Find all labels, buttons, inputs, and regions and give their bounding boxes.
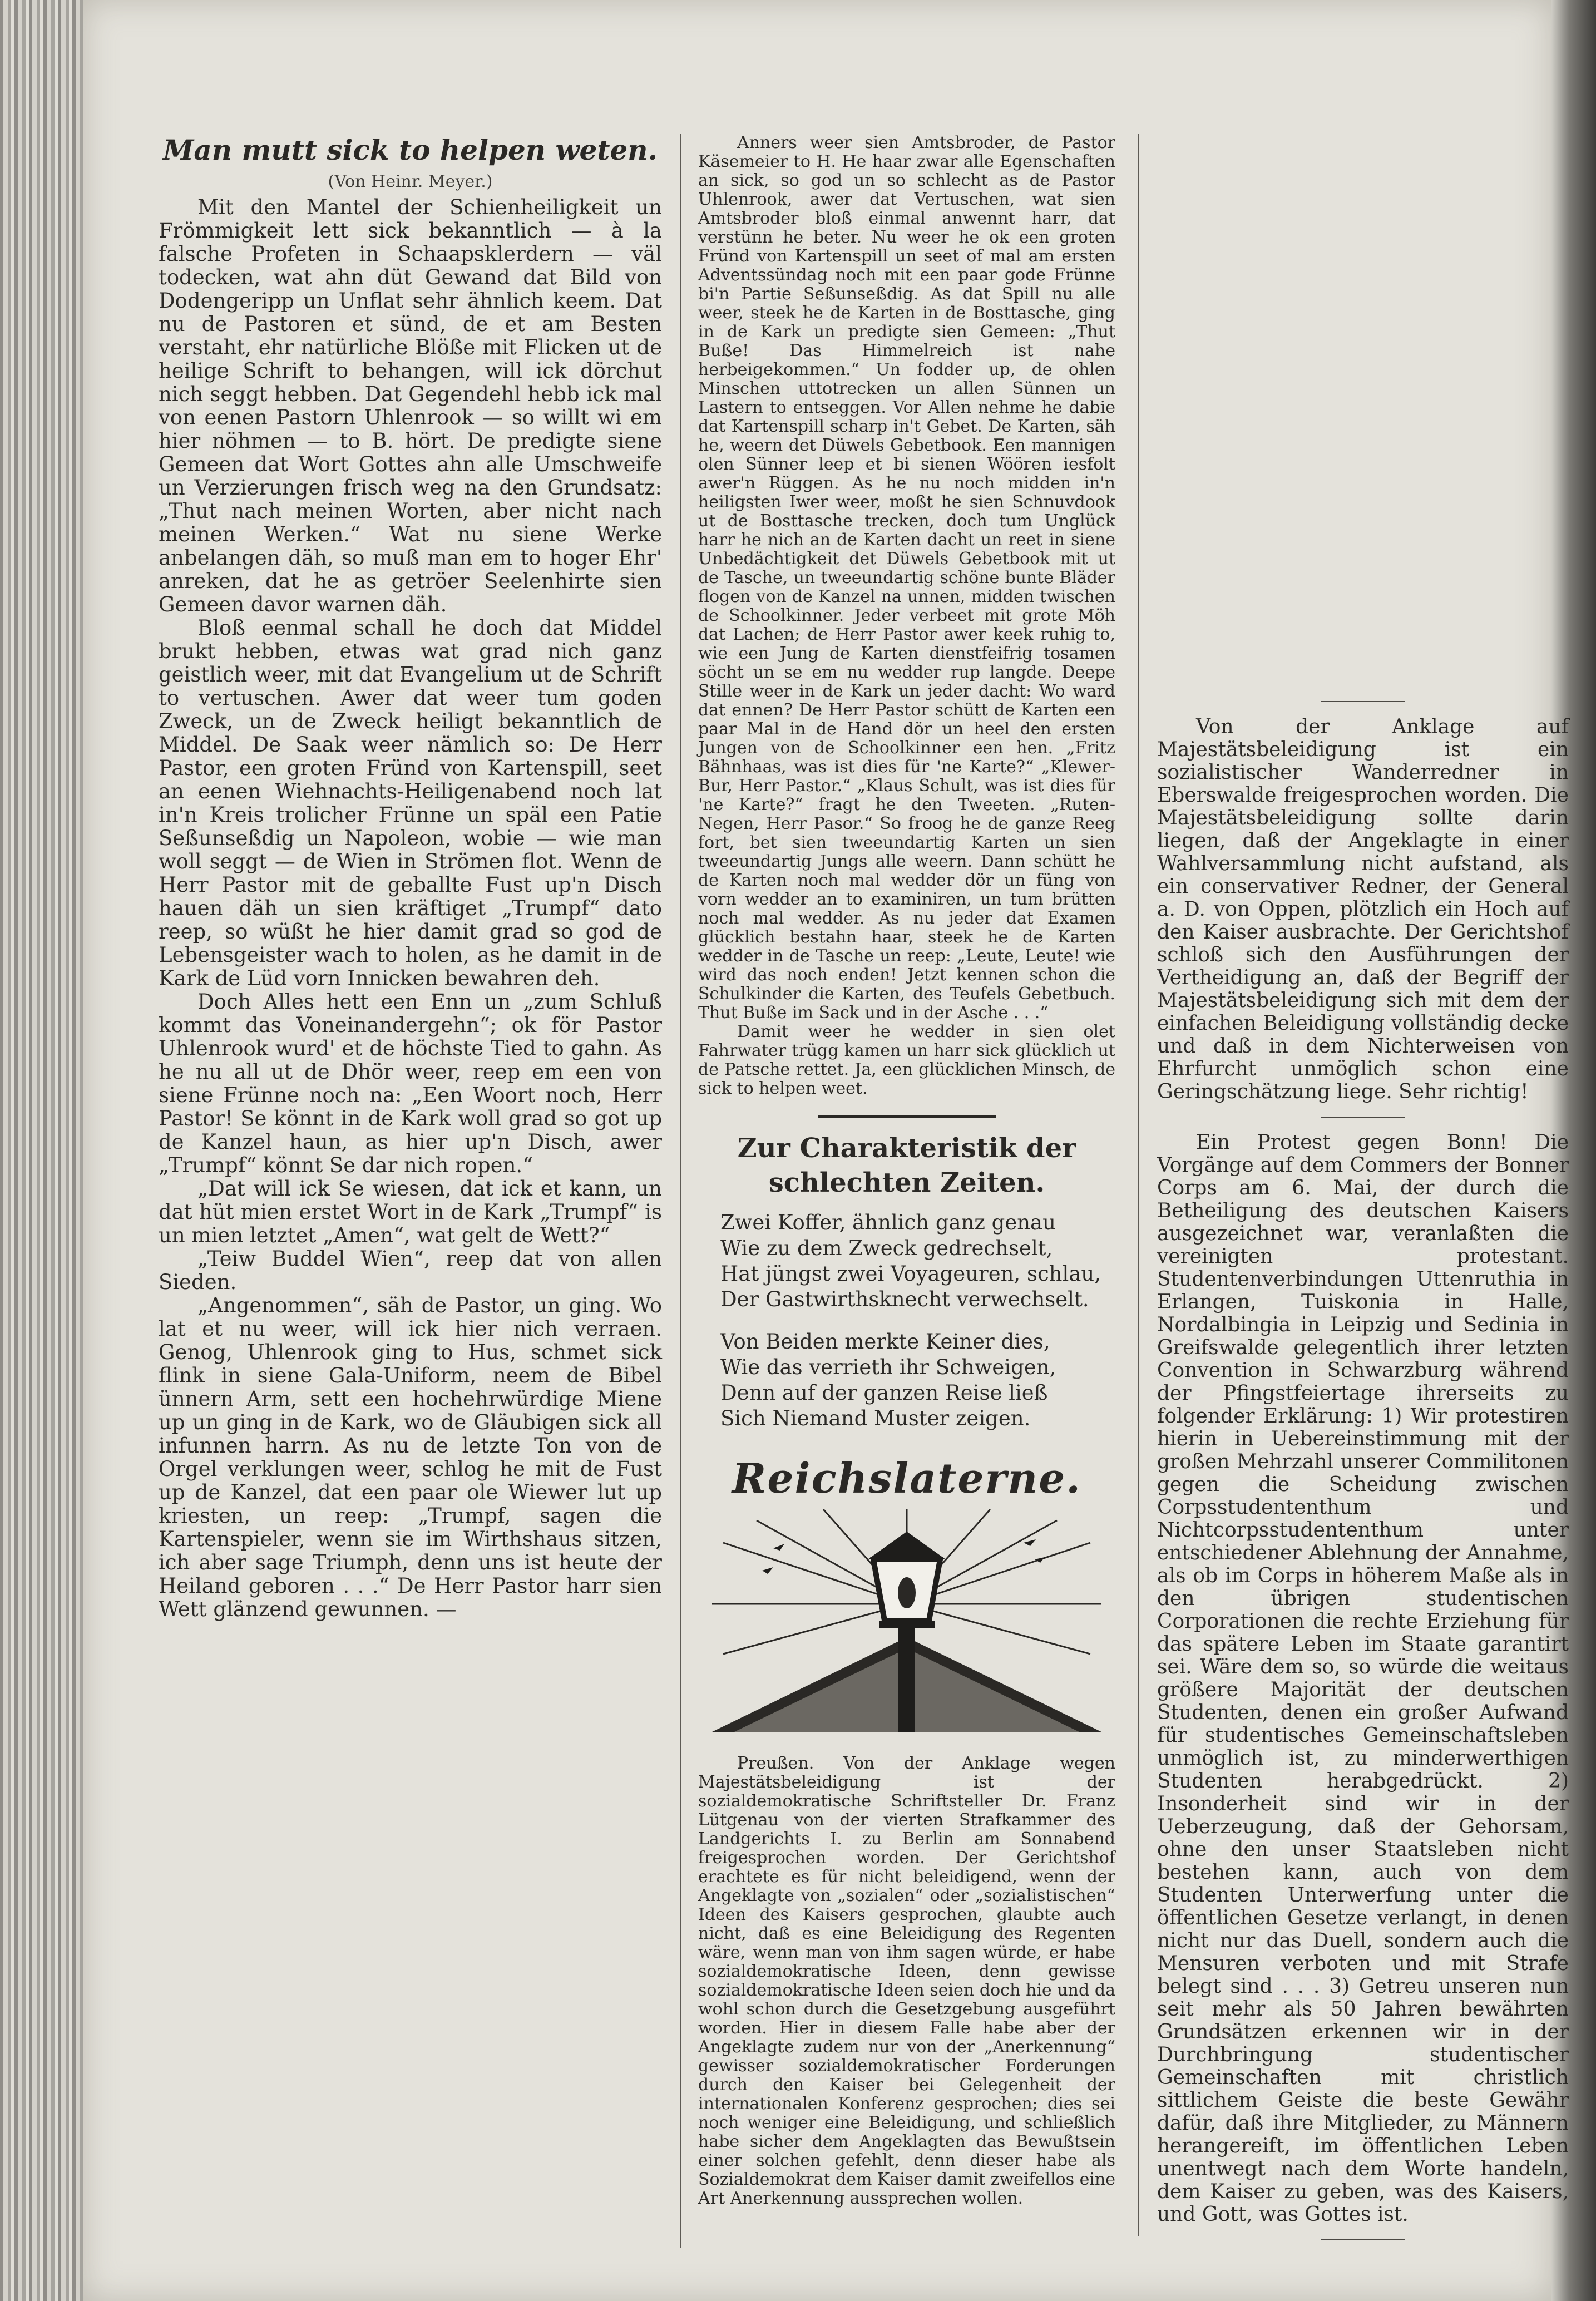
article-title: Man mutt sick to helpen weten. [162, 134, 658, 166]
poem-line: Der Gastwirthsknecht verwechselt. [720, 1287, 1089, 1311]
article-paragraph: „Angenommen“, säh de Pastor, un ging. Wo lat et nu weer, will ick hier nich verraen. Genog, Uhlenrook ging to Hus, schmet sick flink in siene Gala-Uniform, neem de Bibel ünnern Arm, sett een hochehrwürdige Miene up un ging in de Kark, wo de Gläubigen sick all infunnen harrn. As nu de letzte Ton von de Orgel verklungen weer, schlog he mit de Fust up de Kanzel, dat een paar ole Wiewer lut up kriesten, un reep: „Trumpf, sagen die Kartenspieler, wenn sie im Wirthshaus sitzen, ich aber sage Triumph, denn uns ist heute der Heiland geboren . . .“ De Herr Pastor harr sien Wett glänzend gewunnen. — [159, 1293, 662, 1621]
paragraph-separator [1321, 2239, 1405, 2240]
poem-line: Von Beiden merkte Keiner dies, [720, 1330, 1050, 1354]
article-byline: (Von Heinr. Meyer.) [328, 172, 493, 191]
poem-line: Hat jüngst zwei Voyageuren, schlau, [720, 1262, 1101, 1286]
article-paragraph: „Dat will ick Se wiesen, dat ick et kann, un dat hüt mien erstet Wort in de Kark „Trumpf“ is un mien letztet „Amen“, wat gelt de Wett?“ [159, 1177, 662, 1247]
article-paragraph: „Teiw Buddel Wien“, reep dat von allen Sieden. [159, 1247, 662, 1294]
article-paragraph: Ein Protest gegen Bonn! Die Vorgänge auf dem Commers der Bonner Corps am 6. Mai, der durch die Betheiligung des deutschen Kaisers ausgezeichnet war, veranlaßten die vereinigten protestant. Studentenverbindungen Uttenruthia in Erlangen, Tuiskonia in Halle, Nordalbingia in Leipzig und Sedinia in Greifswalde gelegentlich ihrer letzten Convention in Schwarzburg während der Pfingstfeiertage ihrerseits zu folgender Erklärung: 1) Wir protestiren hierin in Uebereinstimmung mit der großen Mehrzahl unserer Commilitonen gegen die Scheidung zwischen Corpsstudententhum und Nichtcorpsstudententhum unter entschiedener Ablehnung der Annahme, als ob im Corps in höherem Maße als in den übrigen studentischen Corporationen die rechte Erziehung für das spätere Leben im Staate garantirt sei. Wäre dem so, so würde die weitaus größere Majorität der deutschen Studenten, denen ein großer Aufwand für studentisches Gemeinschaftsleben unmöglich ist, zu minderwerthigen Studenten herabgedrückt. 2) Insonderheit sind wir in der Ueberzeugung, daß der Gehorsam, ohne den unser Staatsleben nicht bestehen kann, auch von dem Studenten Unterwerfung unter die öffentlichen Gesetze verlangt, in denen nicht nur das Duell, sondern auch die Mensuren verboten und mit Strafe belegt sind . . . 3) Getreu unseren nun seit mehr als 50 Jahren bewährten Grundsätzen erkennen wir in der Durchbringung studentischer Gemeinschaften mit christlich sittlichem Geiste die beste Gewähr dafür, daß ihre Mitglieder, zu Männern herangereift, im öffentlichen Leben unentwegt nach dem Worte handeln, dem Kaiser zu geben, was des Kaisers, und Gott, was Gottes ist. [1157, 1131, 1569, 2226]
article-paragraph: Doch Alles hett een Enn un „zum Schluß kommt das Voneinandergehn“; ok för Pastor Uhlenrook wurd' et de höchste Tied to gahn. As he nu all ut de Dhör weer, reep em een von siene Frünne noch na: „Een Woort noch, Herr Pastor! Se könnt in de Kark woll grad so got up de Kanzel haun, as hier up'n Disch, awer „Trumpf“ könnt Se dar nich ropen.“ [159, 990, 662, 1177]
paragraph-separator [1321, 1117, 1405, 1118]
column-rule-1 [680, 134, 681, 2248]
poem-line: Zwei Koffer, ähnlich ganz genau [720, 1211, 1056, 1235]
section-masthead: Reichslaterne. [732, 1455, 1082, 1503]
column-1 [159, 134, 662, 1621]
poem-line: Wie das verrieth ihr Schweigen, [720, 1355, 1056, 1379]
column-2 [698, 134, 1115, 2208]
poem-title: Zur Charakteristik der schlechten Zeiten. [737, 1133, 1076, 1198]
section-divider [818, 1115, 996, 1118]
article-paragraph: Preußen. Von der Anklage wegen Majestätsbeleidigung ist der sozialdemokratische Schriftsteller Dr. Franz Lütgenau von der vierten Strafkammer des Landgerichts I. zu Berlin am Sonnabend freigesprochen worden. Der Gerichtshof erachtete es für nicht beleidigend, wenn der Angeklagte von „sozialen“ oder „sozialistischen“ Ideen des Kaisers gesprochen, glaubte auch nicht, daß es eine Beleidigung des Regenten wäre, wenn man von ihm sagen würde, er habe sozialdemokratische Ideen, denn gewisse sozialdemokratische Ideen seien doch hie und da wohl schon durch die Gesetzgebung ausgeführt worden. Hier in diesem Falle habe aber der Angeklagte zudem nur von der „Anerkennung“ gewisser sozialdemokratischer Forderungen durch den Kaiser bei Gelegenheit der internationalen Konferenz gesprochen; dies sei noch weniger eine Beleidigung, und schließlich habe sicher dem Angeklagten das Bewußtsein einer solchen gefehlt, denn dieser habe als Sozialdemokrat dem Kaiser damit zweifellos eine Art Anerkennung aussprechen wollen. [698, 1754, 1115, 2208]
poem-line: Denn auf der ganzen Reise ließ [720, 1381, 1048, 1405]
paragraph-separator [1321, 701, 1405, 702]
article-paragraph: Von der Anklage auf Majestätsbeleidigung ist ein sozialistischer Wanderredner in Eberswalde freigesprochen worden. Die Majestätsbeleidigung sollte darin liegen, daß der Angeklagte in einer Wahlversammlung nicht aufstand, als ein conservativer Redner, der General a. D. von Oppen, plötzlich ein Hoch auf den Kaiser ausbrachte. Der Gerichtshof schloß sich den Ausführungen der Vertheidigung an, daß der Begriff der Majestätsbeleidigung sich mit dem der einfachen Beleidigung vollständig decke und daß in dem Nichterweisen von Ehrfurcht unmöglich schon eine Geringschätzung liege. Sehr richtig! [1157, 715, 1569, 1103]
poem-line: Wie zu dem Zweck gedrechselt, [720, 1236, 1053, 1260]
lantern-illustration [712, 1509, 1101, 1732]
poem-line: Sich Niemand Muster zeigen. [720, 1406, 1031, 1430]
article-paragraph: Mit den Mantel der Schienheiligkeit un Frömmigkeit lett sick bekanntlich — à la falsche Profeten in Schaapsklerdern — väl todecken, wat ahn düt Gewand dat Bild von Dodengeripp un Unflat sehr ähnlich keem. Dat nu de Pastoren et sünd, de et am Besten verstaht, ehr natürliche Blöße mit Flicken ut de heilige Schrift to behangen, will ick dörchut nich seggt hebben. Dat Gegendehl hebb ick mal von eenen Pastorn Uhlenrook — so willt wi em hier nöhmen — to B. hört. De predigte siene Gemeen dat Wort Gottes ahn alle Umschweife un Verzierungen frisch weg na den Grundsatz: „Thut nach meinen Worten, aber nicht nach meinen Werken.“ Wat nu siene Werke anbelangen däh, so muß man em to hoger Ehr' anreken, dat he as getröer Seelenhirte sien Gemeen davor warnen däh. [159, 195, 662, 616]
column-rule-2 [1138, 134, 1139, 2236]
article-paragraph: Damit weer he wedder in sien olet Fahrwater trügg kamen un harr sick glücklich ut de Patsche rettet. Ja, een glücklichen Minsch, de sick to helpen weet. [698, 1022, 1115, 1098]
article-paragraph: Anners weer sien Amtsbroder, de Pastor Käsemeier to H. He haar zwar alle Egenschaften an sick, so god un so schlecht as de Pastor Uhlenrook, awer dat Vertuschen, wat sien Amtsbroder bloß einmal anwennt harr, dat verstünn he beter. Nu weer he ok een groten Fründ von Kartenspill un seet of mal am ersten Adventssündag noch mit een paar gode Frünne bi'n Partie Seßunseßdig. As dat Spill nu alle weer, steek he de Karten in de Bosttasche, ging in de Kark un predigte sien Gemeen: „Thut Buße! Das Himmelreich ist nahe herbeigekommen.“ Un fodder up, de ohlen Minschen uttotrecken un allen Sünnen un Lastern to entseggen. Vor Allen nehme he dabie dat Kartenspill scharp in't Gebet. De Karten, säh he, weern det Düwels Gebetbook. Een mannigen olen Sünner leep et bi sienen Wöören iesfolt awer'n Rüggen. As he nu noch midden in'n heiligsten Iwer weer, moßt he sien Schnuvdook ut de Bosttasche trecken, doch tum Unglück harr he nich an de Karten dacht un reet in siene Unbedächtigkeit det Düwels Gebetbook mit ut de Tasche, un tweeundartig schöne bunte Bläder flogen von de Kanzel na unnen, midden twischen de Schoolkinner. Jeder verbeet mit grote Möh dat Lachen; de Herr Pastor awer keek ruhig to, wie een Jung de Karten dienstfeifrig tosamen söcht un se em nu wedder rup langde. Deepe Stille weer in de Kark un jeder dacht: Wo ward dat ennen? De Herr Pastor schütt de Karten een paar Mal in de Hand dör un heel den ersten Jungen von de Schoolkinner een hen. „Fritz Bähnhaas, was ist dies für 'ne Karte?“ „Klewer-Bur, Herr Pastor.“ „Klaus Schult, was ist dies für 'ne Karte?“ fragt he den Tweeten. „Ruten-Negen, Herr Pasor.“ So froog he de ganze Reeg fort, bet sien tweeundartig Karten un sien tweeundartig Jungs alle weern. Dann schütt he de Karten noch mal wedder dör un füng von vorn wedder an to examiniren, un tum brütten noch mal wedder. As nu jeder dat Examen glücklich bestahn haar, steek he de Karten wedder in de Tasche un reep: „Leute, Leute! wie wird das noch enden! Jetzt kennen schon die Schulkinder die Karten, des Teufels Gebetbuch. Thut Buße im Sack und in der Asche . . .“ [698, 133, 1115, 1023]
poem-stanza-1 [720, 1210, 1115, 1312]
article-paragraph: Bloß eenmal schall he doch dat Middel brukt hebben, etwas wat grad nich ganz geistlich weer, mit dat Evangelium ut de Schrift to vertuschen. Awer dat weer tum goden Zweck, un de Zweck heiligt bekanntlich de Middel. De Saak weer nämlich so: De Herr Pastor, een groten Fründ von Kartenspill, seet an eenen Wiehnachts-Heiligenabend noch lat in'n Kreis trolicher Frünne un späl een Patie Seßunseßdig un Napoleon, wobie — wie man woll seggt — de Wien in Strömen flot. Wenn de Herr Pastor mit de geballte Fust up'n Disch hauen däh un sien kräftiget „Trumpf“ dato reep, so wüßt he hier damit grad so god de Lebensgeister wach to holen, as he damit in de Kark de Lüd vorn Innicken bewahren deh. [159, 616, 662, 990]
book-spine-edge [0, 0, 83, 2301]
column-3 [1157, 134, 1569, 2254]
poem-stanza-2 [720, 1329, 1115, 1431]
